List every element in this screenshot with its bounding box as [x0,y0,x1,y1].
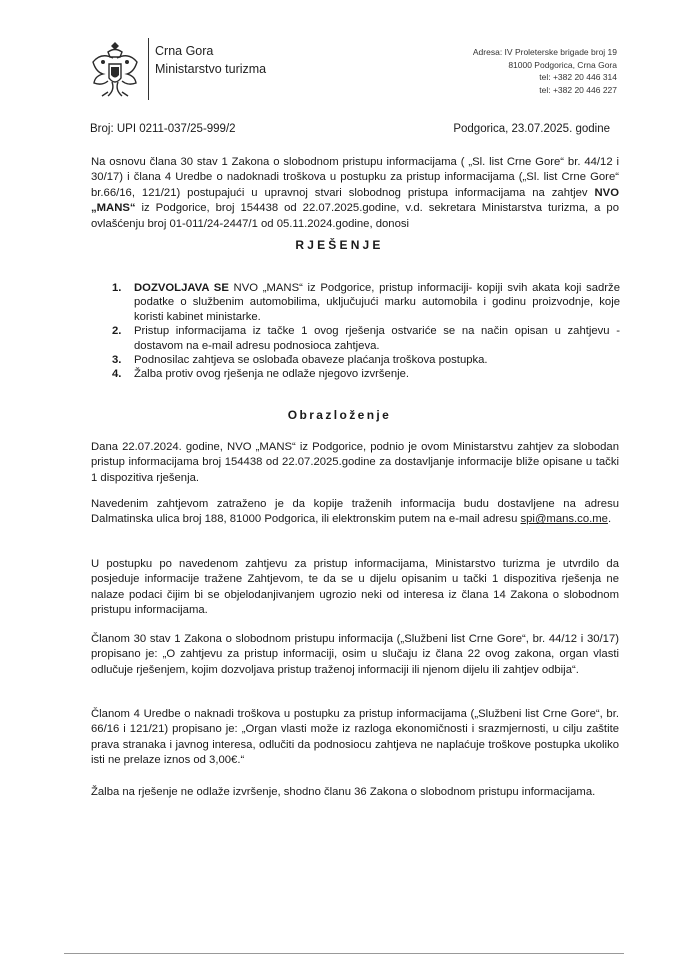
intro-paragraph [91,155,619,232]
item-number: 2. [112,325,122,338]
item-text: Podnosilac zahtjeva se oslobađa obaveze plaćanja troškova postupka. [134,354,488,367]
document-date: Podgorica, 23.07.2025. godine [453,123,610,135]
address-block [473,46,617,96]
item-bold: DOZVOLJAVA SE [134,282,229,294]
decision-title: RJEŠENJE [295,238,384,252]
intro-rest: iz Podgorice, broj 154438 od 22.07.2025.godine, v.d. sekretara Ministarstva turizma, a po ovlašćenju broj 01-011/24-2447/1 od 05.11.2024.godine, donosi [91,202,619,230]
item-text: Pristup informacijama iz tačke 1 ovog rješenja ostvariće se na način opisan u zahtjevu - dostavom na e-mail adresu podnosioca zahtjeva. [134,325,620,352]
ministry-name: Ministarstvo turizma [155,62,267,76]
item-text: Žalba protiv ovog rješenja ne odlaže njegovo izvršenje. [134,368,410,381]
item-number: 4. [112,368,122,381]
decision-item [112,281,620,324]
decision-item [112,367,620,381]
header-divider [148,38,149,100]
institution-block [155,42,266,78]
paragraph-3: U postupku po navedenom zahtjevu za pristup informacijama, Ministarstvo turizma je utvrdilo da posjeduje informacije tražene Zahtjevom, te da se u dijelu opisanim u tački 1 dispozitiva rješenja ne nalaze podaci čijim bi se objelodanjivanjem ugrozio neki od interesa iz člana 14 Zakona o slobodnom pristupu informacijama. [91,558,619,617]
reference-number: Broj: UPI 0211-037/25-999/2 [90,123,236,135]
email-link[interactable]: spi@mans.co.me [520,513,608,526]
decision-item [112,324,620,353]
reasoning-title: Obrazloženje [287,408,392,422]
phone-2: tel: +382 20 446 227 [539,84,617,95]
intro-text: Na osnovu člana 30 stav 1 Zakona o slobodnom pristupu informacijama ( „Sl. list Crne Gore“ br. 44/12 i 30/17) i člana 4 Uredbe o nadoknadi troškova u postupku za pristup informacijama („Sl. list Crne Gore“ br.66/16, 121/21) postupajući u upravnoj stvari slobodnog pristupa informacijama na zahtjev [91,156,619,199]
paragraph-2-end: . [607,513,612,526]
address-line: Adresa: IV Proleterske brigade broj 19 [472,47,617,57]
paragraph-2-text: Navedenim zahtjevom zatraženo je da kopije traženih informacija budu dostavljene na adresu Dalmatinska ulica broj 188, 81000 Podgorica, ili elektronskim putem na e-mail adresu [91,498,619,526]
address-city: 81000 Podgorica, Crna Gora [508,59,617,70]
decision-list [112,281,620,382]
country-name: Crna Gora [155,44,214,58]
decision-item [112,353,620,367]
page-bottom-edge [64,953,624,954]
item-text: NVO „MANS“ iz Podgorice, pristup informaciji- kopiji svih akata koji sadrže podatke o službenim automobilima, uključujući marku automobila i godinu proizvodnje, koje koristi kabinet ministarke. [134,282,620,323]
phone-1: tel: +382 20 446 314 [539,72,617,82]
item-number: 1. [112,282,122,294]
paragraph-4: Članom 30 stav 1 Zakona o slobodnom pristupu informacija („Službeni list Crne Gore“, br. 44/12 i 30/17) propisano je: „O zahtjevu za pristup informaciji, osim u slučaju iz člana 22 ovog zakona, organ vlasti odlučuje rješenjem, kojim dozvoljava pristup traženoj informaciji ili njenom dijelu ili zahtjev odbija“. [91,633,619,676]
paragraph-2 [91,497,619,528]
paragraph-6: Žalba na rješenje ne odlaže izvršenje, shodno članu 36 Zakona o slobodnom pristupu informacijama. [91,786,596,798]
paragraph-1: Dana 22.07.2024. godine, NVO „MANS“ iz Podgorice, podnio je ovom Ministarstvu zahtjev za slobodan pristup informacijama broj 154438 od 22.07.2025.godine za dostavljanje informacije bliže opisane u tački 1 dispozitiva rješenja. [91,441,619,484]
item-number: 3. [112,354,122,367]
paragraph-5: Članom 4 Uredbe o naknadi troškova u postupku za pristup informacijama („Službeni list Crne Gore“, br. 66/16 i 121/21) propisano je: „Organ vlasti može iz razloga ekonomičnosti i srazmjernosti, u cilju zaštite prava stranaka i javnog interesa, odlučiti da podnosiocu zahtjeva ne naplaćuje troškove postupka ukoliko isti ne prelaze iznos od 3,00€.“ [91,708,619,767]
coat-of-arms-icon [88,40,142,102]
requester-name: NVO „MANS“ [91,186,619,215]
